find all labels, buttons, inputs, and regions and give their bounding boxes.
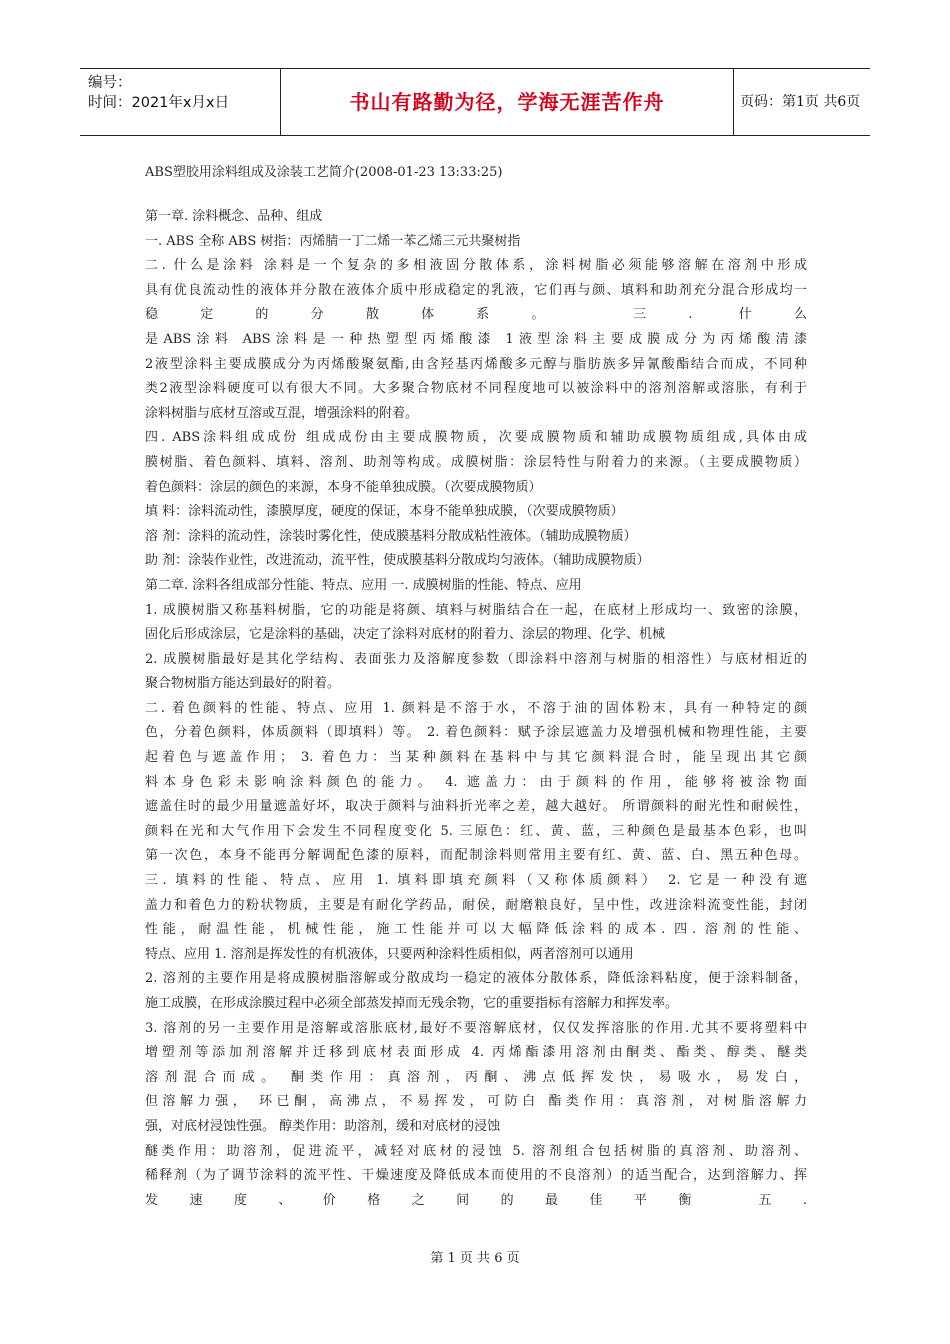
document-title: ABS塑胶用涂料组成及涂装工艺简介(2008-01-23 13:33:25) [145,165,503,180]
text-line: 颜料在光和大气作用下会发生不同程度变化 5. 三原色：红、黄、蓝，三种颜色是最基本色彩，也叫 [145,823,807,839]
text-line: 固化后形成涂层，它是涂料的基础，决定了涂料对底材的附着力、涂层的物理、化学、机械 [145,627,666,643]
text-line: 膜树脂、着色颜料、填料、溶剂、助剂等构成。成膜树脂：涂层特性与附着力的来源。（主要成膜物质） [145,454,807,470]
text-line: 强，对底材浸蚀性强。 醇类作用：助溶剂，缓和对底材的浸蚀 [145,1118,501,1134]
text-line: 三. 填料的性能、特点、应用 1. 填料即填充颜料（又称体质颜料） 2. 它是一种没有遮 [145,873,807,889]
text-line: 是ABS涂料 ABS涂料是一种热塑型丙烯酸漆 1液型涂料主要成膜成分为丙烯酸清漆 [145,331,807,347]
text-line: 二. 什么是涂料 涂料是一个复杂的多相液固分散体系，涂料树脂必须能够溶解在溶剂中形成 [145,258,807,274]
text-line: 具有优良流动性的液体并分散在液体介质中形成稳定的乳液，它们再与颜、填料和助剂充分混合形成均一 [145,282,807,298]
text-line: 增塑剂等添加剂溶解并迁移到底材表面形成 4. 丙烯酯漆用溶剂由酮类、酯类、醇类、醚类 [145,1045,807,1061]
time-label: 时间：2021年x月x日 [88,95,230,111]
text-line: 涂料树脂与底材互溶或互混，增强涂料的附着。 [145,405,419,421]
text-line: 第一章. 涂料概念、品种、组成 [145,209,323,224]
header-meta-cell [80,69,280,135]
number-label: 编号： [88,75,132,91]
text-line: 类2液型涂料硬度可以有很大不同。大多聚合物底材不同程度地可以被涂料中的溶剂溶解或溶胀，有利于 [145,381,807,397]
text-line: 料本身色彩未影响涂料颜色的能力。 4. 遮盖力：由于颜料的作用，能够将被涂物面 [145,774,807,790]
page-footer: 第 1 页 共 6 页 [430,1251,520,1266]
text-line: 着色颜料：涂层的颜色的来源，本身不能单独成膜。（次要成膜物质） [145,479,542,495]
text-line: 2. 溶剂的主要作用是将成膜树脂溶解或分散成均一稳定的液体分散体系，降低涂料粘度，便于涂料制备， [145,971,807,987]
text-line: 溶 剂：涂料的流动性，涂装时雾化性，使成膜基料分散成粘性液体。（辅助成膜物质） [145,528,637,544]
header-divider [733,69,734,135]
text-line: 特点、应用 1. 溶剂是挥发性的有机液体，只要两种涂料性质相似，两者溶剂可以通用 [145,946,634,962]
header-page-info: 页码：第1页 共6页 [740,94,861,110]
text-line: 第一次色，本身不能再分解调配色漆的原料，而配制涂料则常用主要有红、黄、蓝、白、黑五种色母。 [145,848,807,864]
text-line: 色，分着色颜料，体质颜料（即填料）等。 2. 着色颜料：赋予涂层遮盖力及增强机械和物理性能，主要 [145,725,807,741]
text-line: 溶剂混合而成。 酮类作用：真溶剂，丙酮、沸点低挥发快，易吸水，易发白， [145,1069,807,1085]
text-line: 发速度、价格之间的最佳平衡 五. [145,1192,807,1208]
text-line: 起着色与遮盖作用； 3. 着色力：当某种颜料在基料中与其它颜料混合时，能呈现出其它颜 [145,750,807,766]
text-line: 2液型涂料主要成膜成分为丙烯酸聚氨酯,由含羟基丙烯酸多元醇与脂肪族多异氰酸酯结合而成，不同种 [145,356,807,372]
document-header [80,68,870,136]
text-line: 一. ABS 全称 ABS 树指：丙烯腈一丁二烯一苯乙烯三元共聚树指 [145,233,521,249]
text-line: 但溶解力强， 环已酮，高沸点，不易挥发，可防白 酯类作用：真溶剂，对树脂溶解力 [145,1094,807,1110]
text-line: 稀释剂（为了调节涂料的流平性、干燥速度及降低成本而使用的不良溶剂）的适当配合，达到溶解力、挥 [145,1168,807,1184]
header-motto: 书山有路勤为径，学海无涯苦作舟 [349,90,665,114]
text-line: 第二章. 涂料各组成部分性能、特点、应用 一. 成膜树脂的性能、特点、应用 [145,577,582,593]
document-body [145,205,807,1213]
text-line: 醚类作用：助溶剂，促进流平，减轻对底材的浸蚀 5. 溶剂组合包括树脂的真溶剂、助溶剂、 [145,1143,807,1159]
text-line: 聚合物树脂方能达到最好的附着。 [145,676,341,692]
text-line: 填 料：涂料流动性，漆膜厚度，硬度的保证，本身不能单独成膜，（次要成膜物质） [145,504,624,520]
text-line: 1. 成膜树脂又称基料树脂，它的功能是将颜、填料与树脂结合在一起，在底材上形成均一、致密的涂膜， [145,602,807,618]
text-line: 助 剂：涂装作业性，改进流动，流平性，使成膜基料分散成均匀液体。（辅助成膜物质） [145,553,650,569]
text-line: 遮盖住时的最少用量遮盖好坏，取决于颜料与油料折光率之差，越大越好。 所谓颜料的耐光性和耐候性， [145,799,807,815]
text-line: 盖力和着色力的粉状物质，主要是有耐化学药品，耐侯，耐磨粮良好，呈中性，改进涂料流变性能，封闭 [145,897,807,913]
text-line: 性能，耐温性能，机械性能，施工性能并可以大幅降低涂料的成本. 四. 溶剂的性能、 [145,922,807,938]
text-line: 稳定的分散体系。 三. 什么 [145,307,807,323]
text-line: 二. 着色颜料的性能、特点、应用 1. 颜料是不溶于水，不溶于油的固体粉末，具有一种特定的颜 [145,700,807,716]
text-line: 2. 成膜树脂最好是其化学结构、表面张力及溶解度参数（即涂料中溶剂与树脂的相溶性）与底材相近的 [145,651,807,667]
text-line: 3. 溶剂的另一主要作用是溶解或溶胀底材,最好不要溶解底材，仅仅发挥溶胀的作用.尤其不要将塑料中 [145,1020,807,1036]
text-line: 施工成膜，在形成涂膜过程中必须全部蒸发掉而无残余物，它的重要指标有溶解力和挥发率。 [145,996,679,1011]
text-line: 四. ABS涂料组成成份 组成成份由主要成膜物质，次要成膜物质和辅助成膜物质组成,具体由成 [145,430,807,446]
